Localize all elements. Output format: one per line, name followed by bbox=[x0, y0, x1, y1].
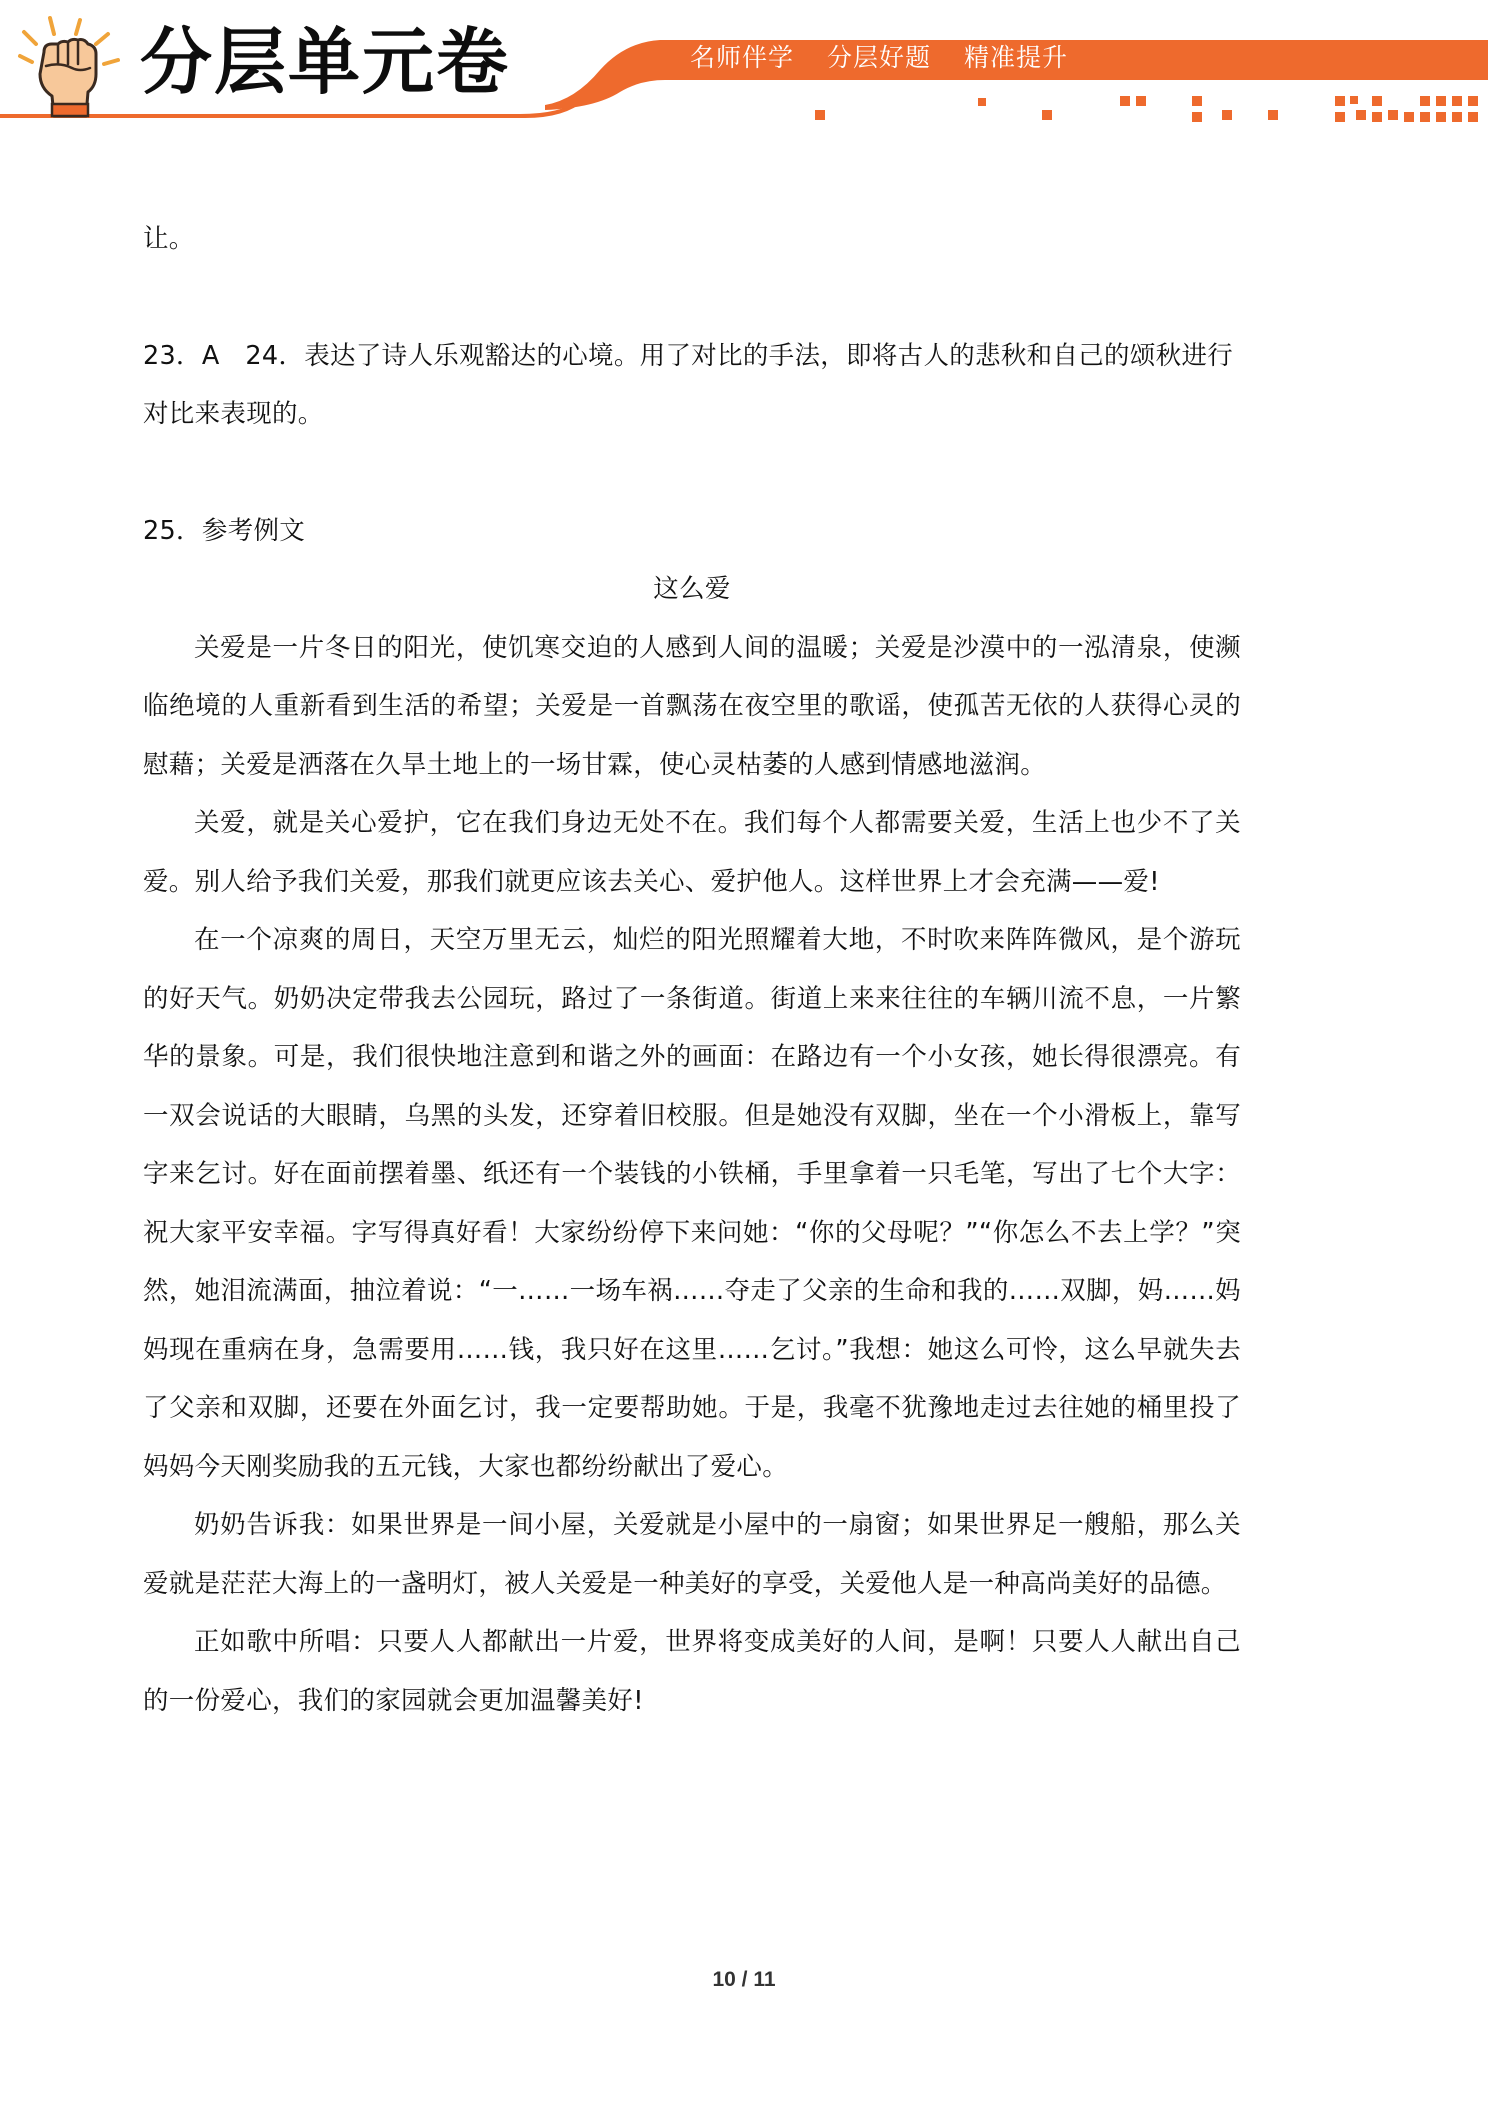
page-header bbox=[0, 0, 1488, 130]
page-number: 10 / 11 bbox=[712, 1968, 776, 1991]
answer-23-24-line2: 对比来表现的。 bbox=[143, 399, 324, 429]
slogan-item: 精准提升 bbox=[963, 43, 1068, 72]
essay-paragraph: 在一个凉爽的周日，天空万里无云，灿烂的阳光照耀着大地，不时吹来阵阵微风，是个游玩的好天气。奶奶决定带我去公园玩，路过了一条街道。街道上来来往往的车辆川流不息，一片繁华的景象。可是，我们很快地注意到和谐之外的画面：在路边有一个小女孩，她长得很漂亮。有一双会说话的大眼睛，乌黑的头发，还穿着旧校服。但是她没有双脚，坐在一个小滑板上，靠写字来乞讨。好在面前摆着墨、纸还有一个装钱的小铁桶，手里拿着一只毛笔，写出了七个大字：祝大家平安幸福。字写得真好看！大家纷纷停下来问她：“你的父母呢？”“你怎么不去上学？”突然，她泪流满面，抽泣着说：“一……一场车祸……夺走了父亲的生命和我的……双脚，妈……妈妈现在重病在身，急需要用……钱，我只好在这里……乞讨。”我想：她这么可怜，这么早就失去了父亲和双脚，还要在外面乞讨，我一定要帮助她。于是，我毫不犹豫地走过去往她的桶里投了妈妈今天刚奖励我的五元钱，大家也都纷纷献出了爱心。 bbox=[143, 925, 1241, 1482]
spacer bbox=[143, 269, 1241, 327]
slogan-item: 名师伴学 bbox=[690, 43, 795, 72]
answer-content bbox=[143, 210, 1241, 1730]
answer-25-label: 25．参考例文 bbox=[143, 515, 306, 546]
answer-22-tail: 让。 bbox=[143, 224, 195, 254]
essay-title: 这么爱 bbox=[653, 574, 731, 604]
series-title: 分层单元卷 bbox=[140, 20, 511, 104]
essay-paragraph: 奶奶告诉我：如果世界是一间小屋，关爱就是小屋中的一扇窗；如果世界足一艘船，那么关爱就是茫茫大海上的一盏明灯，被人关爱是一种美好的享受，关爱他人是一种高尚美好的品德。 bbox=[143, 1510, 1241, 1599]
essay-paragraph: 正如歌中所唱：只要人人都献出一片爱，世界将变成美好的人间，是啊！只要人人献出自己的一份爱心，我们的家园就会更加温馨美好! bbox=[143, 1627, 1241, 1716]
slogan-item: 分层好题 bbox=[826, 43, 931, 72]
essay-paragraph: 关爱，就是关心爱护，它在我们身边无处不在。我们每个人都需要关爱，生活上也少不了关爱。别人给予我们关爱，那我们就更应该去关心、爱护他人。这样世界上才会充满——爱! bbox=[143, 808, 1241, 897]
spacer bbox=[143, 444, 1241, 502]
essay-paragraph: 关爱是一片冬日的阳光，使饥寒交迫的人感到人间的温暖；关爱是沙漠中的一泓清泉，使濒临绝境的人重新看到生活的希望；关爱是一首飘荡在夜空里的歌谣，使孤苦无依的人获得心灵的慰藉；关爱是洒落在久旱土地上的一场甘霖，使心灵枯萎的人感到情感地滋润。 bbox=[143, 632, 1241, 780]
raised-fist-icon bbox=[10, 12, 130, 122]
answer-23-24-line1: 23．A 24．表达了诗人乐观豁达的心境。用了对比的手法，即将古人的悲秋和自己的颂秋进行 bbox=[143, 340, 1234, 371]
header-slogan bbox=[690, 42, 1092, 74]
